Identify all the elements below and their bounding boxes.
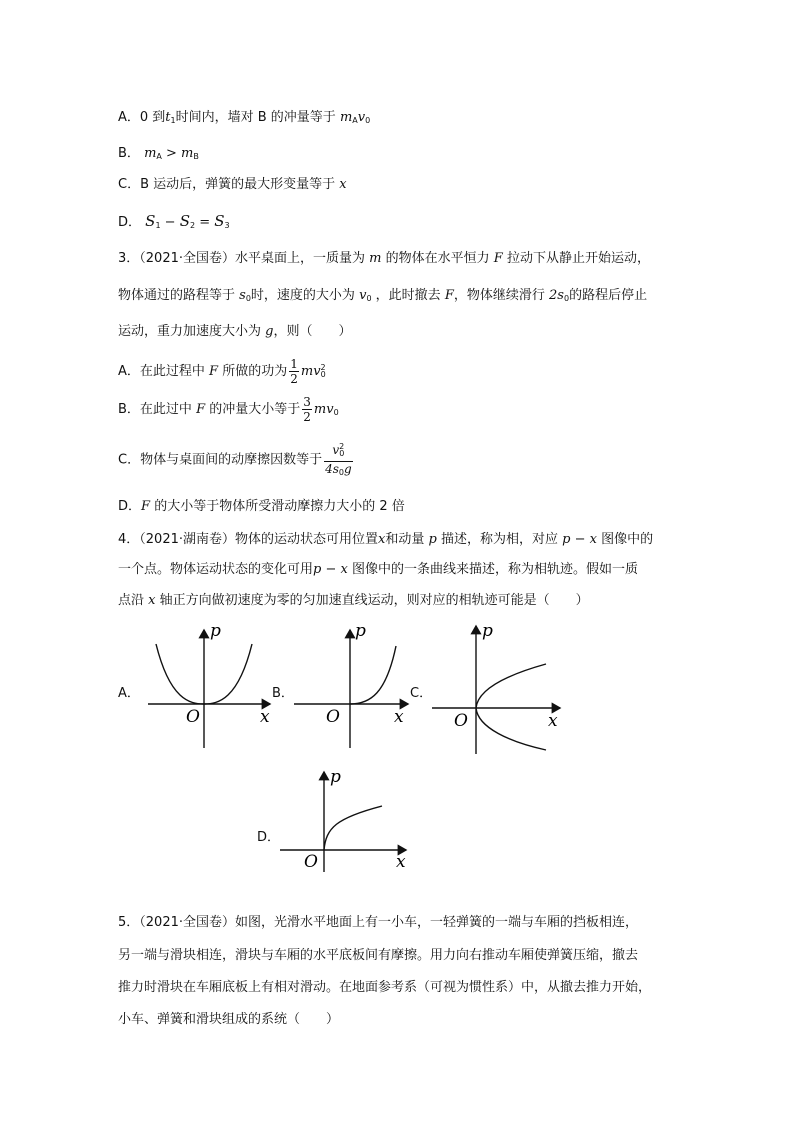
- graph-a-x-label: x: [260, 707, 270, 727]
- graph-a-p-label: p: [210, 622, 221, 641]
- graph-a: [140, 622, 280, 752]
- graph-c-origin: O: [454, 711, 468, 731]
- q3-stem-line1: 3．（2021·全国卷）水平桌面上，一质量为 m 的物体在水平恒力 F 拉动下从静止开始运动，: [118, 251, 650, 266]
- graph-c-x-label: x: [548, 711, 558, 731]
- graph-d-origin: O: [304, 852, 318, 872]
- graph-b-p-label: p: [355, 622, 366, 641]
- q3-option-b: B．在此过中 F 的冲量大小等于 $\frac{3}{2}$ $mv_0$: [118, 395, 339, 424]
- q4-stem-line3: 点沿 x 轴正方向做初速度为零的匀加速直线运动，则对应的相轨迹可能是（ ）: [118, 593, 589, 608]
- graph-c-label: C．: [410, 686, 433, 701]
- graph-a-label: A．: [118, 686, 140, 701]
- graph-d: [278, 766, 418, 876]
- q2-option-b: B． $m_A > m_B$: [118, 146, 199, 161]
- graph-d-p-label: p: [330, 767, 341, 787]
- q5-stem-line3: 推力时滑块在车厢底板上有相对滑动。在地面参考系（可视为惯性系）中，从撤去推力开始，: [118, 980, 652, 995]
- q3-stem-line3: 运动，重力加速度大小为 g，则（ ）: [118, 324, 352, 339]
- q2-option-a: A．0 到$t_1$时间内，墙对 B 的冲量等于 $m_Av_0$: [118, 110, 371, 125]
- q3-stem-line2: 物体通过的路程等于 $s_0$时，速度的大小为 $v_0$ ，此时撤去 F，物体继续滑行 $2s_0$的路程后停止: [118, 288, 648, 303]
- graph-c-p-label: p: [482, 622, 493, 641]
- q3-option-d: D．F 的大小等于物体所受滑动摩擦力大小的 2 倍: [118, 499, 405, 514]
- q4-stem-line1: 4．（2021·湖南卷）物体的运动状态可用位置x和动量 p 描述，称为相，对应 p − x 图像中的: [118, 532, 654, 547]
- q5-stem-line1: 5．（2021·全国卷）如图，光滑水平地面上有一小车，一轻弹簧的一端与车厢的挡板相连，: [118, 915, 638, 930]
- q2-option-c: C．B 运动后，弹簧的最大形变量等于 x: [118, 177, 347, 192]
- q2-option-d: D． $S_1 - S_2 = S_3$: [118, 212, 230, 230]
- graph-c-curve: [476, 664, 546, 750]
- graph-b-label: B．: [272, 686, 294, 701]
- graph-b-origin: O: [326, 707, 340, 727]
- q4-stem-line2: 一个点。物体运动状态的变化可用p − x 图像中的一条曲线来描述，称为相轨迹。假如一质: [118, 562, 638, 577]
- graph-c: [428, 622, 568, 762]
- graph-b-x-label: x: [394, 707, 404, 727]
- q3-option-c: C．物体与桌面间的动摩擦因数等于 $\frac{v^2_0}{4s_0g}$: [118, 440, 355, 480]
- graph-a-origin: O: [186, 707, 200, 727]
- graph-b: [290, 622, 420, 752]
- graph-d-curve: [324, 806, 382, 850]
- q5-stem-line4: 小车、弹簧和滑块组成的系统（ ）: [118, 1012, 340, 1027]
- graph-d-label: D．: [257, 830, 281, 845]
- q5-stem-line2: 另一端与滑块相连，滑块与车厢的水平底板间有摩擦。用力向右推动车厢使弹簧压缩，撤去: [118, 948, 639, 963]
- graph-d-x-label: x: [396, 852, 406, 872]
- graph-b-curve: [350, 646, 396, 704]
- q3-option-a: A．在此过程中 F 所做的功为 $\frac{1}{2}$ $mv^2_0$: [118, 357, 326, 386]
